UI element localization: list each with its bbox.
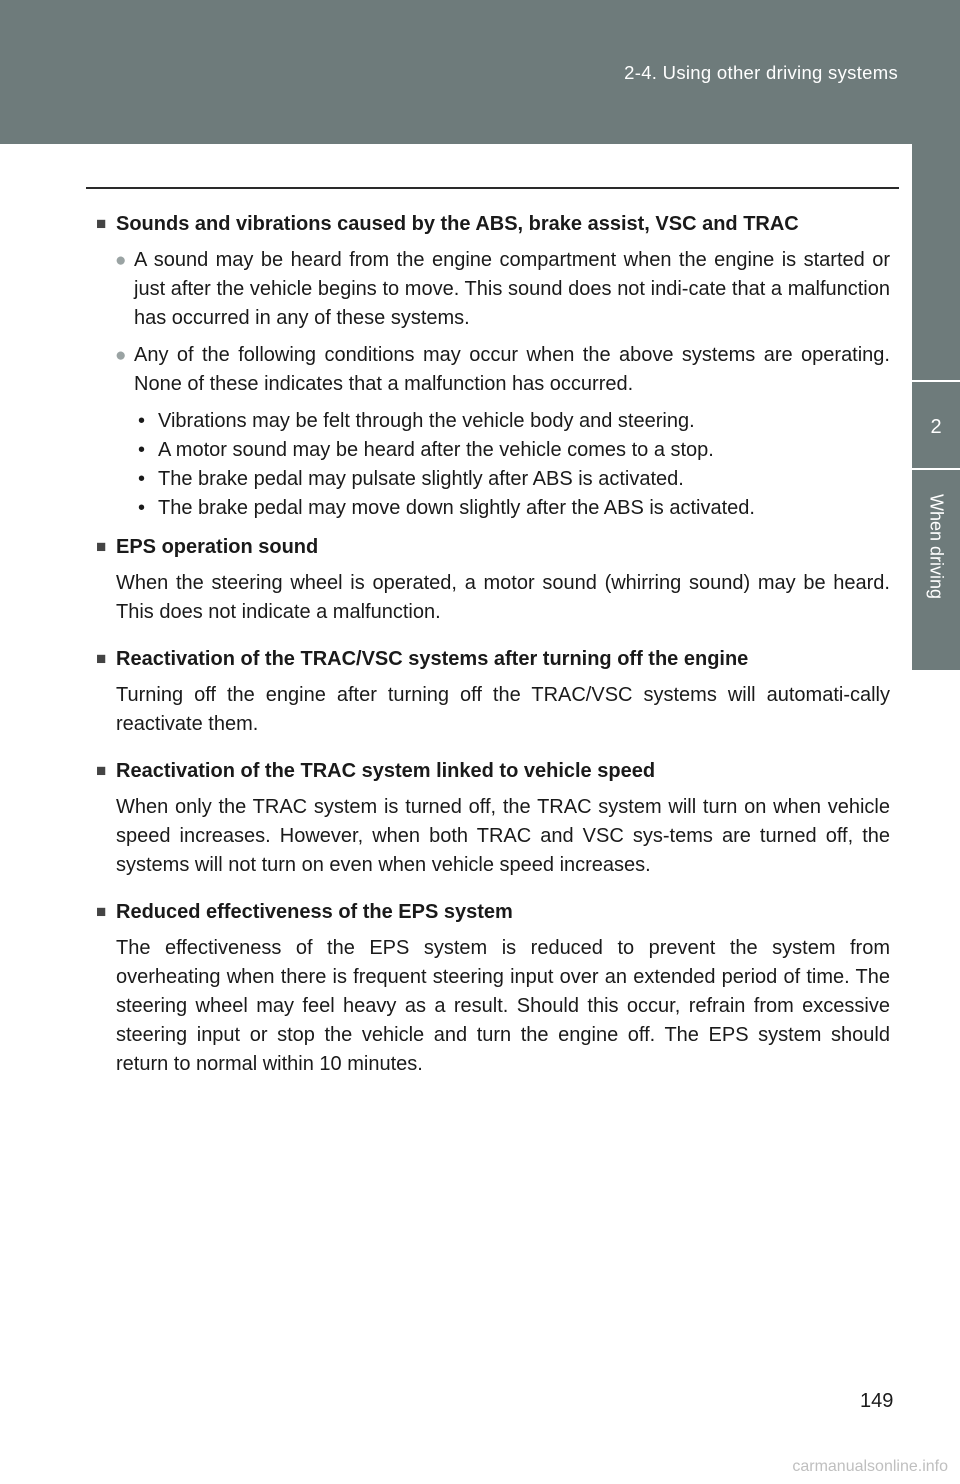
page-header xyxy=(0,0,960,144)
section-body: When the steering wheel is operated, a motor sound (whirring sound) may be heard. This does not indicate a malfunction. xyxy=(116,572,890,623)
watermark: carmanualsonline.info xyxy=(792,1458,948,1475)
circle-bullet-icon: ● xyxy=(115,345,127,366)
page-number: 149 xyxy=(860,1390,894,1412)
square-bullet-icon: ■ xyxy=(96,761,107,780)
side-tab-top xyxy=(912,144,960,380)
bullet-item: ● A sound may be heard from the engine compartment when the engine is started or just after the vehicle begins to move. This sound does not indi-cate that a malfunction has occurred in any of these systems. xyxy=(96,246,890,333)
square-bullet-icon: ■ xyxy=(96,537,107,556)
dot-icon: • xyxy=(138,468,146,490)
chapter-label: When driving xyxy=(926,494,947,600)
dot-icon: • xyxy=(138,439,146,461)
section-heading: ■ Reactivation of the TRAC system linked to vehicle speed xyxy=(96,757,890,785)
section-body: Turning off the engine after turning off the TRAC/VSC systems will automati-cally reactivate them. xyxy=(116,684,890,735)
sub-list xyxy=(96,407,890,523)
chapter-number: 2 xyxy=(912,380,960,470)
square-bullet-icon: ■ xyxy=(96,649,107,668)
sub-item: • The brake pedal may move down slightly after the ABS is activated. xyxy=(96,494,890,523)
square-bullet-icon: ■ xyxy=(96,902,107,921)
page-content xyxy=(96,210,890,1097)
dot-icon: • xyxy=(138,410,146,432)
section-body: The effectiveness of the EPS system is reduced to prevent the system from overheating when there is frequent steering input over an extended period of time. The steering wheel may feel heavy as a result. Should this occur, refrain from excessive steering input or stop the vehicle and turn the engine off. The EPS system should return to normal within 10 minutes. xyxy=(116,937,890,1075)
header-divider xyxy=(86,187,899,189)
sub-item: • Vibrations may be felt through the vehicle body and steering. xyxy=(96,407,890,436)
chapter-side-tab xyxy=(912,144,960,1484)
section-heading: ■ Reduced effectiveness of the EPS system xyxy=(96,898,890,926)
section-heading: ■ Sounds and vibrations caused by the ABS, brake assist, VSC and TRAC xyxy=(96,210,890,238)
sub-item: • The brake pedal may pulsate slightly after ABS is activated. xyxy=(96,465,890,494)
section-heading: ■ EPS operation sound xyxy=(96,533,890,561)
section-heading: ■ Reactivation of the TRAC/VSC systems after turning off the engine xyxy=(96,645,890,673)
section-title: 2-4. Using other driving systems xyxy=(624,62,898,83)
square-bullet-icon: ■ xyxy=(96,214,107,233)
sub-item: • A motor sound may be heard after the vehicle comes to a stop. xyxy=(96,436,890,465)
circle-bullet-icon: ● xyxy=(115,250,127,271)
dot-icon: • xyxy=(138,497,146,519)
bullet-item: ● Any of the following conditions may occur when the above systems are operating. None of these indicates that a malfunction has occurred. xyxy=(96,341,890,399)
section-body: When only the TRAC system is turned off, the TRAC system will turn on when vehicle speed increases. However, when both TRAC and VSC sys-tems are turned off, the systems will not turn on even when vehicle speed increases. xyxy=(116,796,890,876)
chapter-label-block xyxy=(912,470,960,670)
